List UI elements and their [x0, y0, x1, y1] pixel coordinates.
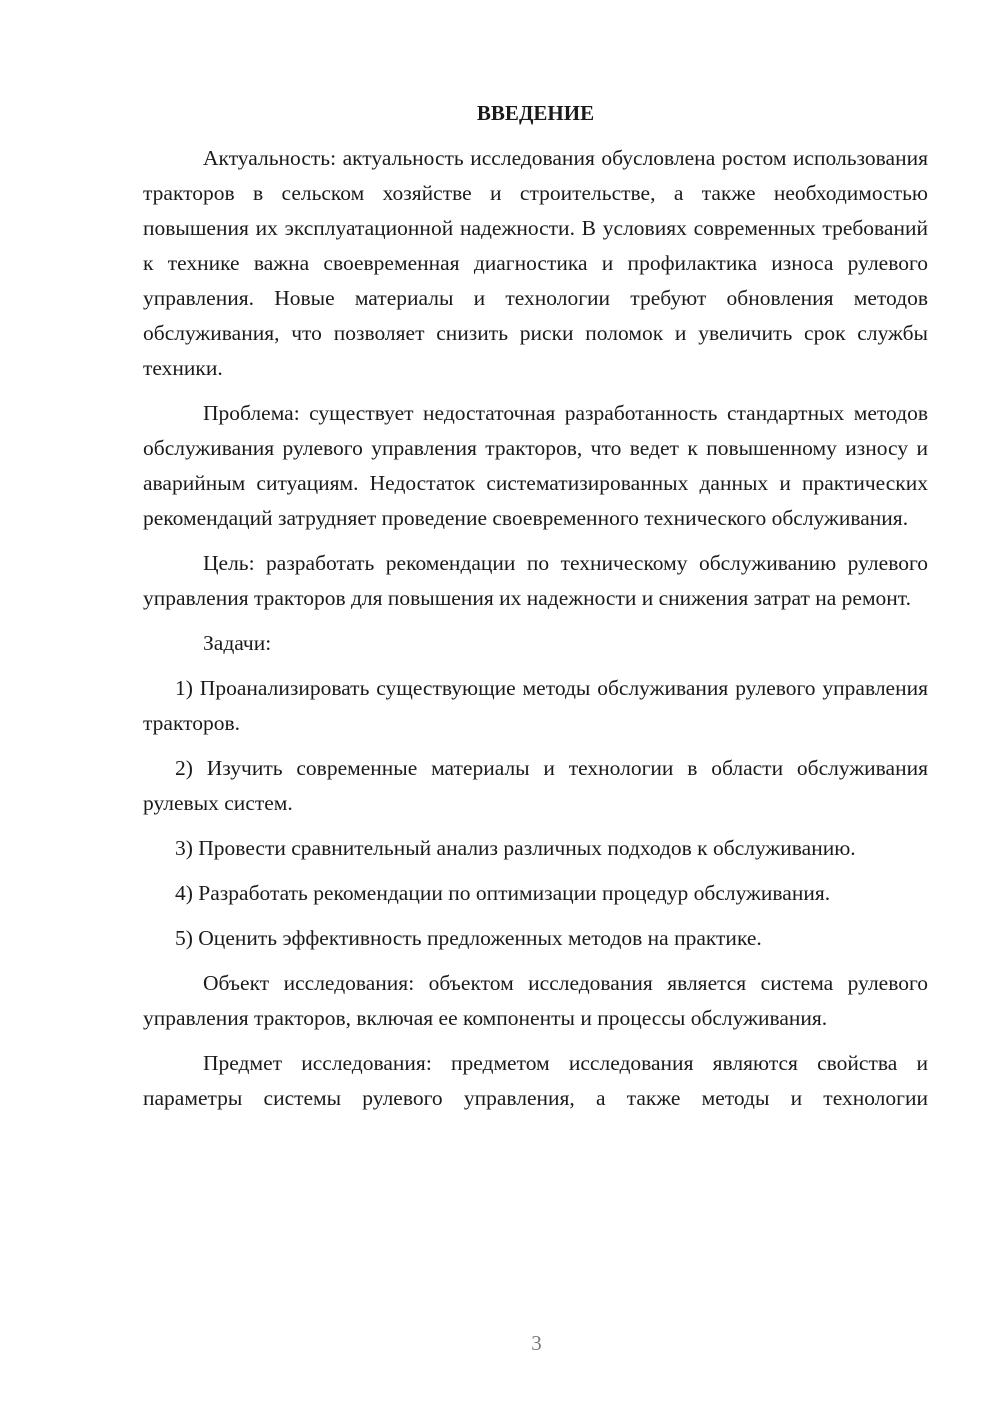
page-content [143, 96, 928, 1126]
task-item-2: 2) Изучить современные материалы и технологии в области обслуживания рулевых систем. [143, 756, 928, 815]
task-item-4: 4) Разработать рекомендации по оптимизации процедур обслуживания. [175, 881, 831, 905]
task-item-5: 5) Оценить эффективность предложенных методов на практике. [175, 926, 762, 950]
paragraph-goal: Цель: разработать рекомендации по техническому обслуживанию рулевого управления тракторов для повышения их надежности и снижения затрат на ремонт. [143, 551, 928, 610]
tasks-heading: Задачи: [203, 631, 272, 655]
paragraph-relevance: Актуальность: актуальность исследования обусловлена ростом использования тракторов в сельском хозяйстве и строительстве, а также необходимостью повышения их эксплуатационной надежности. В условиях современных требований к технике важна своевременная диагностика и профилактика износа рулевого управления. Новые материалы и технологии требуют обновления методов обслуживания, что позволяет снизить риски поломок и увеличить срок службы техники. [143, 146, 928, 380]
task-item-3: 3) Провести сравнительный анализ различных подходов к обслуживанию. [175, 836, 856, 860]
paragraph-object: Объект исследования: объектом исследования является система рулевого управления тракторов, включая ее компоненты и процессы обслуживания. [143, 971, 928, 1030]
page-number: 3 [531, 1331, 542, 1355]
section-title: ВВЕДЕНИЕ [476, 101, 595, 125]
task-item-1: 1) Проанализировать существующие методы обслуживания рулевого управления тракторов. [143, 676, 928, 735]
paragraph-subject: Предмет исследования: предметом исследования являются свойства и параметры системы рулевого управления, а также методы и технологии [143, 1051, 928, 1110]
paragraph-problem: Проблема: существует недостаточная разработанность стандартных методов обслуживания рулевого управления тракторов, что ведет к повышенному износу и аварийным ситуациям. Недостаток систематизированных данных и практических рекомендаций затрудняет проведение своевременного технического обслуживания. [143, 401, 928, 530]
